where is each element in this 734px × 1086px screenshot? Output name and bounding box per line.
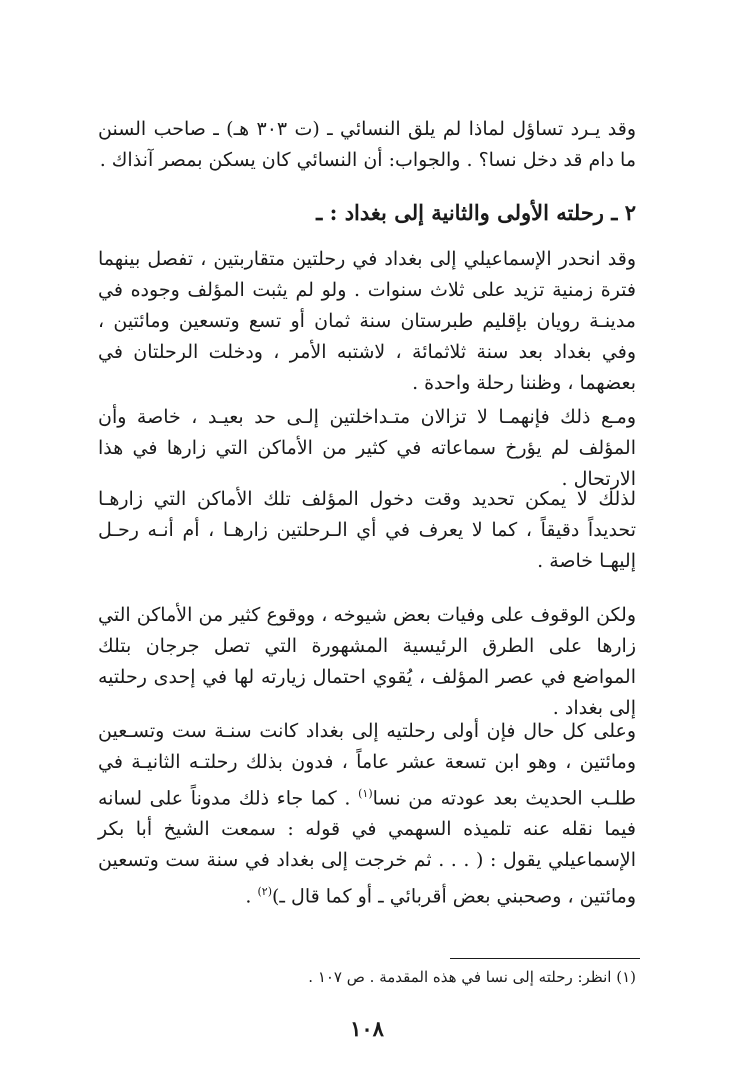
paragraph-nasai-question <box>98 114 636 176</box>
paragraph-text <box>98 716 636 913</box>
paragraph-text-part: . <box>245 885 258 908</box>
paragraph-overlap <box>98 402 636 495</box>
paragraph-text-part: . كما جاء ذلك مدوناً على لسانه فيما نقله عنه تلميذه السهمي في قوله : سمعت الشيخ أبا بكر الإسماعيلي يقول : ( . . . ثم خرجت إلى بغداد في سنة ست وتسعين ومائتين ، وصحبني بعض أقربائي ـ أو كما قال ـ) <box>98 787 636 908</box>
paragraph-dating <box>98 484 636 577</box>
paragraph-shuyukh <box>98 600 636 724</box>
footnote: (١) انظر: رحلته إلى نسا في هذه المقدمة . ص ١٠٧ . <box>308 968 636 986</box>
paragraph-two-journeys <box>98 244 636 399</box>
paragraph-text: ومـع ذلك فإنهمـا لا تزالان متـداخلتين إلـى حد بعيـد ، خاصة وأن المؤلف لم يؤرخ سماعاته في كثير من الأماكن التي زارها في هذا الارتحال . <box>98 406 636 490</box>
paragraph-text: ولكن الوقوف على وفيات بعض شيوخه ، ووقوع كثير من الأماكن التي زارها على الطرق الرئيسية المشهورة التي تصل جرجان بتلك المواضع في عصر المؤلف ، يُقوي احتمال زيارته لها في إحدى رحلتيه إلى بغداد . <box>98 604 636 719</box>
section-heading: ٢ ـ رحلته الأولى والثانية إلى بغداد : ـ <box>316 200 636 225</box>
paragraph-text: وقد يـرد تساؤل لماذا لم يلق النسائي ـ (ت ٣٠٣ هـ) ـ صاحب السنن ما دام قد دخل نسا؟ . والجواب: أن النسائي كان يسكن بمصر آنذاك . <box>98 118 636 171</box>
paragraph-text-part: وعلى كل حال فإن أولى رحلتيه إلى بغداد كانت سنـة ست وتسـعين ومائتين ، وهو ابن تسعة عشر عاماً ، فدون بذلك رحلتـه الثانيـة في طلـب الحديث بعد عودته من نسا <box>98 720 636 810</box>
footnote-ref: (٢) <box>257 885 272 899</box>
footnote-divider <box>450 958 640 959</box>
paragraph-first-journey <box>98 716 636 913</box>
page-number: ١٠٨ <box>350 1016 384 1041</box>
footnote-ref: (١) <box>358 787 373 800</box>
paragraph-text: لذلك لا يمكن تحديد وقت دخول المؤلف تلك الأماكن التي زارهـا تحديداً دقيقاً ، كما لا يعرف في أي الـرحلتين زارهـا ، أم أنـه رحـل إليهـا خاصة . <box>98 488 636 572</box>
paragraph-text: وقد انحدر الإسماعيلي إلى بغداد في رحلتين متقاربتين ، تفصل بينهما فترة زمنية تزيد على ثلاث سنوات . ولو لم يثبت المؤلف وجوده في مدينـة رويان بإقليم طبرستان سنة ثمان أو تسع وتسعين ومائتين ، وفي بغداد بعد سنة ثلاثمائة ، لاشتبه الأمر ، ودخلت الرحلتان في بعضهما ، وظننا رحلة واحدة . <box>98 248 636 394</box>
